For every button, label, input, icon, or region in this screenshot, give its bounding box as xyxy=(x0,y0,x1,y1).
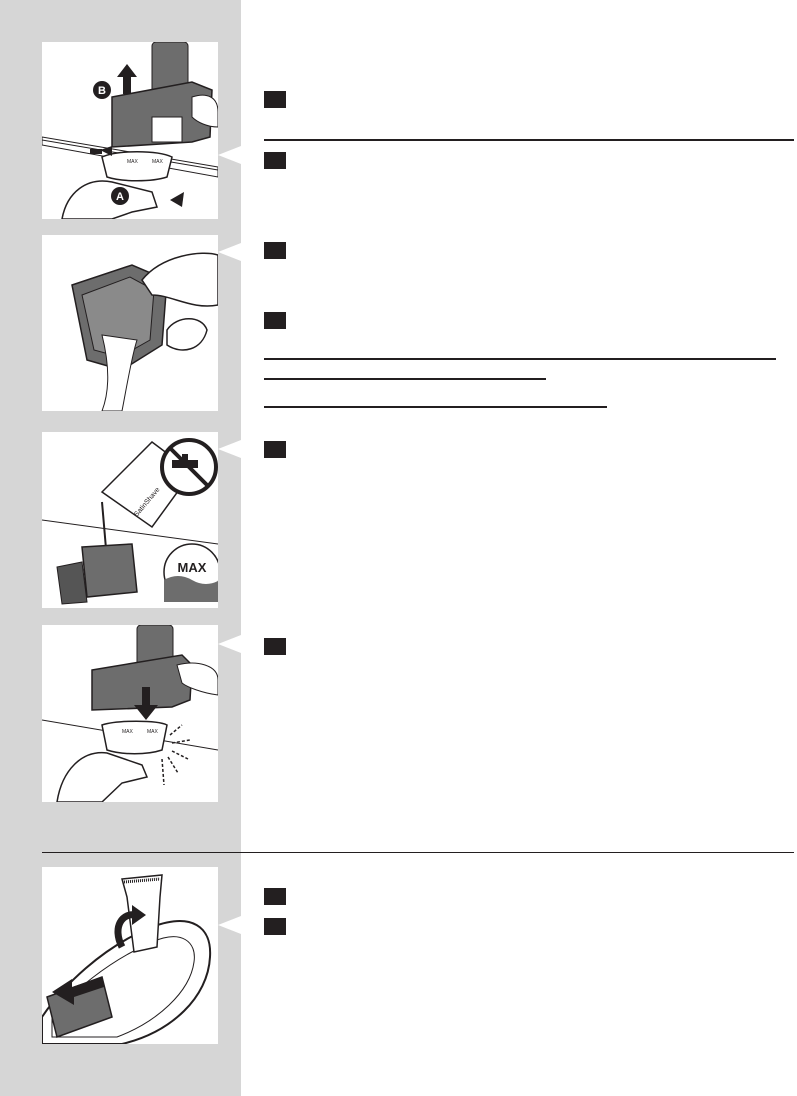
step-number-box xyxy=(264,638,286,655)
illustration-open-trimmer xyxy=(42,867,218,1044)
no-tap-water-icon xyxy=(162,440,216,494)
step-number-box xyxy=(264,242,286,259)
bottle-label: SatinShave xyxy=(133,486,162,519)
max-mark-right: MAX xyxy=(147,729,158,735)
step-number-box xyxy=(264,918,286,935)
illustration-remove-reservoir xyxy=(42,42,218,219)
rule-line xyxy=(264,406,607,408)
label-b: B xyxy=(98,85,106,97)
step-number-box xyxy=(264,888,286,905)
step-number-box xyxy=(264,152,286,169)
max-badge: MAX xyxy=(177,560,207,575)
panel-pointer xyxy=(218,916,241,934)
max-mark-right: MAX xyxy=(152,159,163,165)
illustration-pour-out xyxy=(42,235,218,411)
panel-pointer xyxy=(218,146,241,164)
rule-line xyxy=(264,378,546,380)
rule-line xyxy=(264,139,794,141)
max-mark-left: MAX xyxy=(127,159,138,165)
step-number-box xyxy=(264,312,286,329)
step-number-box xyxy=(264,441,286,458)
max-mark-left: MAX xyxy=(122,729,133,735)
section-divider xyxy=(42,852,794,853)
panel-pointer xyxy=(218,635,241,653)
illustration-fill-fluid xyxy=(42,432,218,608)
panel-pointer xyxy=(218,243,241,261)
label-a: A xyxy=(116,191,124,203)
rule-line xyxy=(264,358,776,360)
max-level-icon xyxy=(164,544,218,602)
step-number-box xyxy=(264,91,286,108)
panel-pointer xyxy=(218,440,241,458)
illustration-reinsert-reservoir xyxy=(42,625,218,802)
